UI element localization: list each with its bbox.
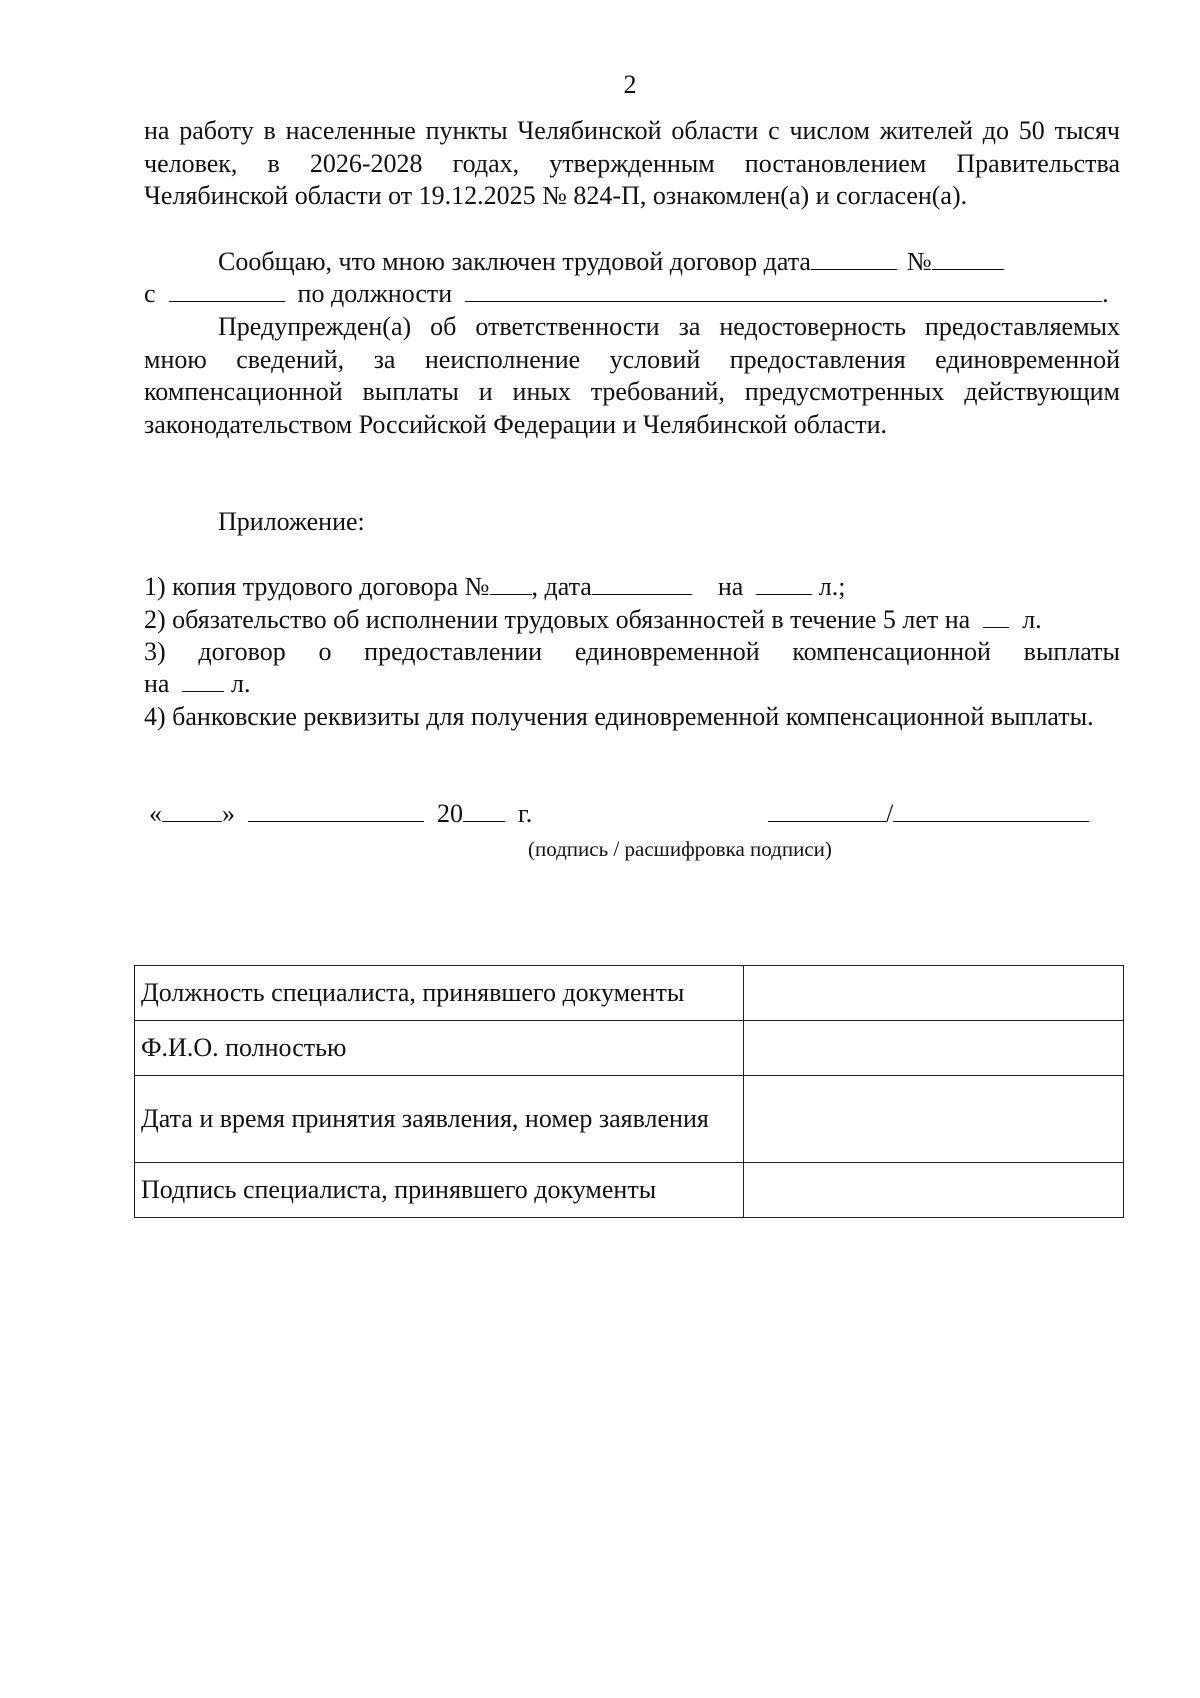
month-blank[interactable] bbox=[248, 799, 424, 822]
table-value-cell[interactable] bbox=[744, 966, 1124, 1021]
date-open-quote: « bbox=[149, 799, 162, 828]
appendix-item-1-date-blank[interactable] bbox=[592, 572, 692, 595]
appendix-item-1-number-blank[interactable] bbox=[490, 572, 532, 595]
table-label: Ф.И.О. полностью bbox=[135, 1021, 744, 1076]
intro-paragraph: на работу в населенные пункты Челябинской области с числом жителей до 50 тысяч человек, в 2026-2028 годах, утвержденным постановлением Правительства Челябинской области от 19.12.2025 № 824-П, ознакомлен(а) и согласен(а). bbox=[144, 116, 1120, 210]
year-blank[interactable] bbox=[463, 799, 505, 822]
table-value-cell[interactable] bbox=[744, 1021, 1124, 1076]
appendix-item-4: 4) банковские реквизиты для получения единовременной компенсационной выплаты. bbox=[144, 702, 1094, 731]
appendix-item-1-on-label: на bbox=[717, 572, 744, 601]
signature-decode-blank[interactable] bbox=[893, 799, 1089, 822]
appendix-item-1-date-label: , дата bbox=[531, 572, 592, 601]
appendix-item-1-pages-label: л.; bbox=[818, 572, 846, 601]
page-number: 2 bbox=[623, 70, 637, 99]
table-label: Подпись специалиста, принявшего документы bbox=[135, 1163, 744, 1218]
contract-text: Сообщаю, что мною заключен трудовой договор дата bbox=[218, 247, 811, 276]
contract-start-blank[interactable] bbox=[169, 279, 285, 302]
appendix-item-2-pages-label: л. bbox=[1022, 605, 1042, 634]
appendix-item-3-line-1: 3) договор о предоставлении единовременной компенсационной выплаты bbox=[144, 637, 1120, 666]
appendix-item-1-text: 1) копия трудового договора № bbox=[144, 572, 490, 601]
signature-blank[interactable] bbox=[768, 799, 886, 822]
day-blank[interactable] bbox=[162, 799, 222, 822]
year-suffix: г. bbox=[518, 799, 533, 828]
table-value-cell[interactable] bbox=[744, 1163, 1124, 1218]
appendix-item-3-pages-label: л. bbox=[230, 669, 251, 698]
position-blank[interactable] bbox=[465, 279, 1102, 302]
appendix-item-2 bbox=[144, 604, 1120, 637]
table-row bbox=[135, 966, 1124, 1021]
appendix-item-3-line-2 bbox=[144, 668, 1120, 701]
contract-number-blank[interactable] bbox=[932, 247, 1004, 270]
appendix-item-3-on-label: на bbox=[144, 669, 170, 698]
contract-date-blank[interactable] bbox=[811, 247, 897, 270]
table-row bbox=[135, 1163, 1124, 1218]
contract-end-period: . bbox=[1102, 279, 1109, 308]
appendix-item-2-pages-blank[interactable] bbox=[983, 605, 1009, 628]
appendix-item-1-pages-blank[interactable] bbox=[756, 572, 812, 595]
registration-table bbox=[134, 965, 1124, 1218]
signature-slash: / bbox=[886, 799, 894, 828]
date-close-quote: » bbox=[222, 799, 235, 828]
appendix-item-1 bbox=[144, 571, 1120, 604]
warning-paragraph: Предупрежден(а) об ответственности за недостоверность предоставляемых мною сведений, за неисполнение условий предоставления единовременной компенсационной выплаты и иных требований, предусмотренных действующим законодательством Российской Федерации и Челябинской области. bbox=[144, 312, 1120, 439]
appendix-heading: Приложение: bbox=[218, 507, 365, 536]
signature-caption: (подпись / расшифровка подписи) bbox=[528, 837, 832, 861]
contract-number-sign: № bbox=[906, 247, 932, 276]
table-row bbox=[135, 1076, 1124, 1163]
contract-from-label: с bbox=[144, 279, 156, 308]
appendix-item-2-text: 2) обязательство об исполнении трудовых обязанностей в течение 5 лет на bbox=[144, 605, 971, 634]
table-label: Должность специалиста, принявшего документы bbox=[135, 966, 744, 1021]
contract-line-1 bbox=[144, 246, 1120, 279]
table-value-cell[interactable] bbox=[744, 1076, 1124, 1163]
table-label: Дата и время принятия заявления, номер заявления bbox=[135, 1076, 744, 1163]
signature-block bbox=[768, 798, 1128, 831]
position-label: по должности bbox=[297, 279, 453, 308]
appendix-item-3-pages-blank[interactable] bbox=[182, 669, 224, 692]
table-row bbox=[135, 1021, 1124, 1076]
year-prefix: 20 bbox=[437, 799, 463, 828]
contract-line-2 bbox=[144, 278, 1120, 311]
